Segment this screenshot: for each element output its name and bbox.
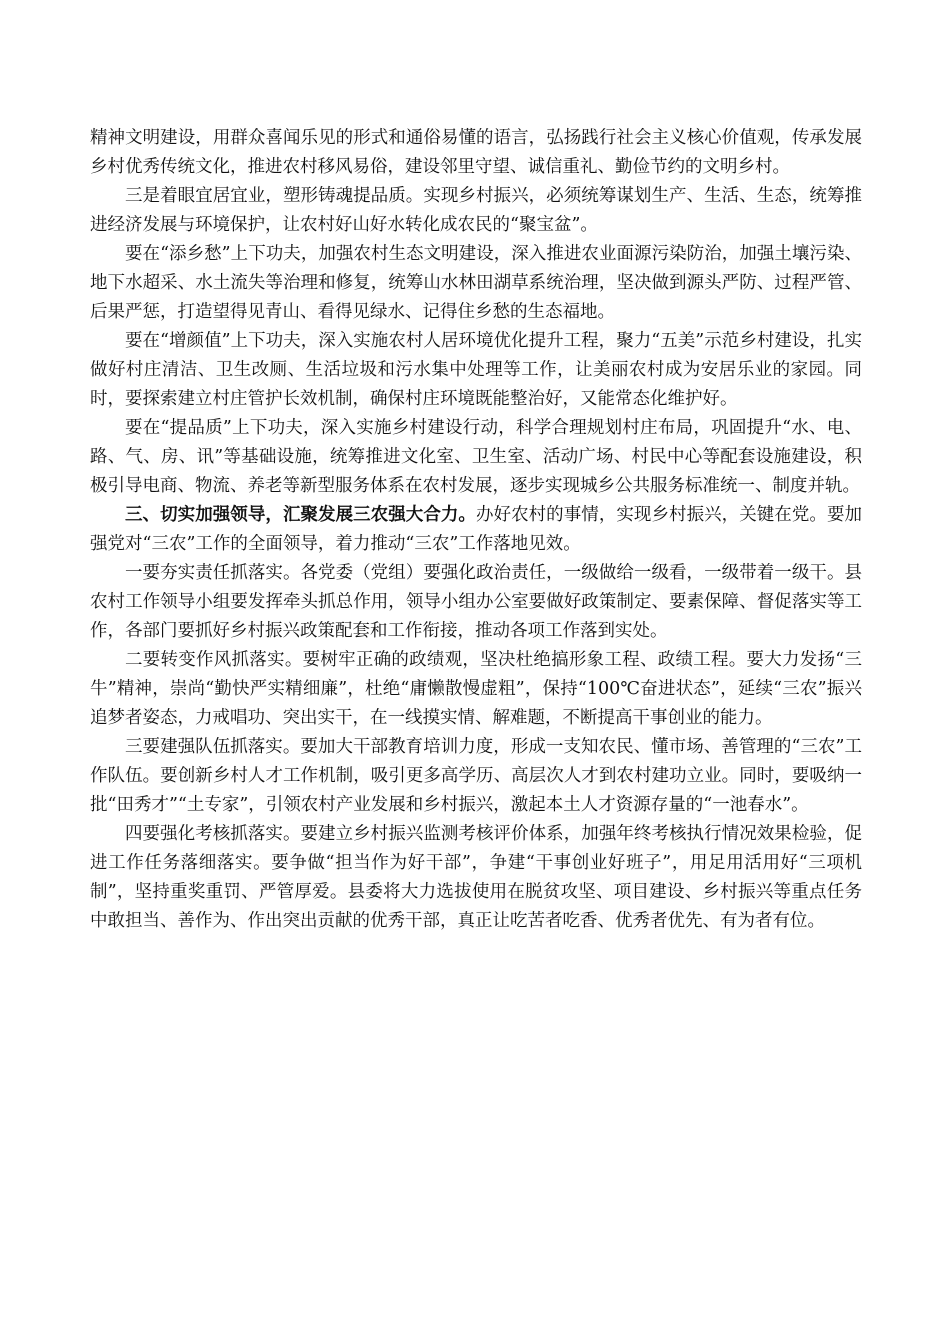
paragraph-livable-rural: 三是着眼宜居宜业，塑形铸魂提品质。实现乡村振兴，必须统筹谋划生产、生活、生态，统筹推进经济发展与环境保护，让农村好山好水转化成农民的“聚宝盆”。 <box>90 186 862 235</box>
paragraph-assessment: 四要强化考核抓落实。要建立乡村振兴监测考核评价体系，加强年终考核执行情况效果检验，促进工作任务落细落实。要争做“担当作为好干部”，争建“干事创业好班子”，用足用活用好“三项机制”，坚持重奖重罚、严管厚爱。县委将大力选拔使用在脱贫攻坚、项目建设、乡村振兴等重点任务中敢担当、善作为、作出突出贡献的优秀干部，真正让吃苦者吃香、优秀者优先、有为者有位。 <box>90 824 862 931</box>
paragraph-nostalgia: 要在“添乡愁”上下功夫，加强农村生态文明建设，深入推进农业面源污染防治，加强土壤污染、地下水超采、水土流失等治理和修复，统筹山水林田湖草系统治理，坚决做到源头严防、过程严管、后果严惩，打造望得见青山、看得见绿水、记得住乡愁的生态福地。 <box>90 244 862 322</box>
paragraph-responsibility: 一要夯实责任抓落实。各党委（党组）要强化政治责任，一级做给一级看，一级带着一级干。县农村工作领导小组要发挥牵头抓总作用，领导小组办公室要做好政策制定、要素保障、督促落实等工作，各部门要抓好乡村振兴政策配套和工作衔接，推动各项工作落到实处。 <box>90 563 862 641</box>
paragraph-spiritual-civilization: 精神文明建设，用群众喜闻乐见的形式和通俗易懂的语言，弘扬践行社会主义核心价值观，传承发展乡村优秀传统文化，推进农村移风易俗，建设邻里守望、诚信重礼、勤俭节约的文明乡村。 <box>90 128 862 177</box>
paragraph-leadership <box>90 501 862 559</box>
paragraph-work-style: 二要转变作风抓落实。要树牢正确的政绩观，坚决杜绝搞形象工程、政绩工程。要大力发扬“三牛”精神，崇尚“勤快严实精细廉”，杜绝“庸懒散慢虚粗”，保持“100℃奋进状态”，延续“三农”振兴追梦者姿态，力戒唱功、突出实干，在一线摸实情、解难题，不断提高干事创业的能力。 <box>90 650 862 728</box>
section-heading-leadership: 三、切实加强领导，汇聚发展三农强大合力。 <box>125 505 476 525</box>
paragraph-quality: 要在“提品质”上下功夫，深入实施乡村建设行动，科学合理规划村庄布局，巩固提升“水、电、路、气、房、讯”等基础设施，统筹推进文化室、卫生室、活动广场、村民中心等配套设施建设，积极引导电商、物流、养老等新型服务体系在农村发展，逐步实现城乡公共服务标准统一、制度并轨。 <box>90 418 862 496</box>
paragraph-appearance: 要在“增颜值”上下功夫，深入实施农村人居环境优化提升工程，聚力“五美”示范乡村建设，扎实做好村庄清洁、卫生改厕、生活垃圾和污水集中处理等工作，让美丽农村成为安居乐业的家园。同时，要探索建立村庄管护长效机制，确保村庄环境既能整治好，又能常态化维护好。 <box>90 331 862 409</box>
paragraph-team-building: 三要建强队伍抓落实。要加大干部教育培训力度，形成一支知农民、懂市场、善管理的“三农”工作队伍。要创新乡村人才工作机制，吸引更多高学历、高层次人才到农村建功立业。同时，要吸纳一批“田秀才”“土专家”，引领农村产业发展和乡村振兴，激起本土人才资源存量的“一池春水”。 <box>90 737 862 815</box>
section-heading-leadership-text: 办好农村的事情，实现乡村振兴，关键在党。要加强党对“三农”工作的全面领导，着力推动“三农”工作落地见效。 <box>90 505 863 554</box>
document-body <box>90 124 862 936</box>
